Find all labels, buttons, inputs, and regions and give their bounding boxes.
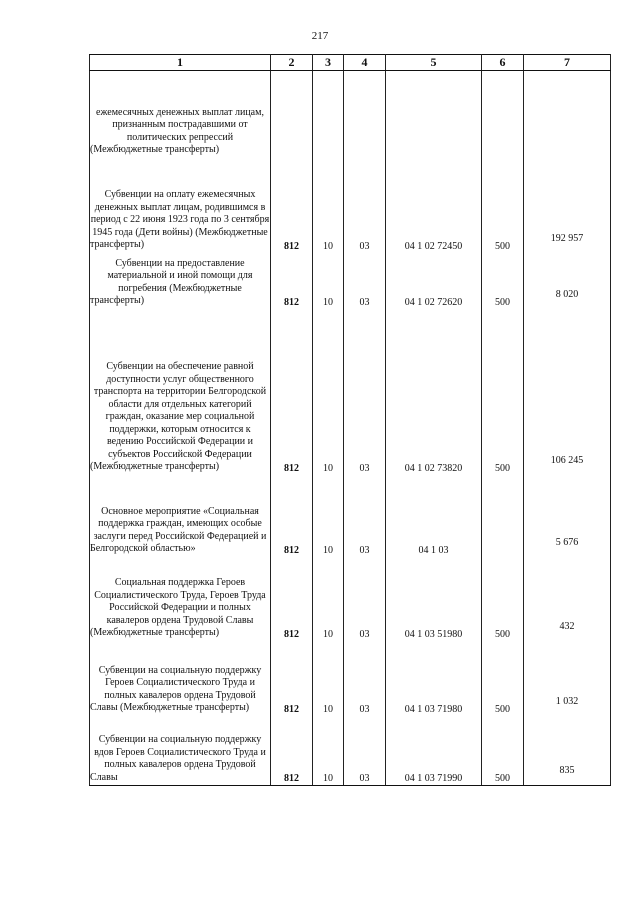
row-vr: 500 [482, 158, 524, 253]
row-razdel: 10 [313, 158, 344, 253]
table-row [90, 71, 611, 158]
column-header-3: 3 [313, 55, 344, 71]
row-sum: 5 676 [524, 475, 611, 557]
row-ved: 812 [271, 475, 313, 557]
column-header-1: 1 [90, 55, 271, 71]
row-vr: 500 [482, 641, 524, 716]
row-ved: 812 [271, 557, 313, 641]
row-name: Субвенции на социальную поддержку Героев Социалистического Труда и полных кавалеров ордена Трудовой Славы (Межбюджетные трансферты) [90, 641, 271, 716]
row-podrazdel: 03 [344, 716, 386, 786]
page-number: 217 [311, 30, 329, 42]
row-ved: 812 [271, 253, 313, 309]
row-razdel: 10 [313, 641, 344, 716]
table-row [90, 253, 611, 309]
row-ved: 812 [271, 716, 313, 786]
row-ved: 812 [271, 158, 313, 253]
row-podrazdel: 03 [344, 158, 386, 253]
row-csr: 04 1 03 [386, 475, 482, 557]
row-razdel: 10 [313, 475, 344, 557]
table-row [90, 557, 611, 641]
row-name: Субвенции на обеспечение равной доступности услуг общественного транспорта на территории Белгородской области для отдельных категорий граждан, оказание мер социальной поддержки, которым относится к ведению Российской Федерации и субъектов Российской Федерации (Межбюджетные трансферты) [90, 309, 271, 475]
row-ved: 812 [271, 309, 313, 475]
row-razdel: 10 [313, 309, 344, 475]
row-sum: 192 957 [524, 158, 611, 253]
table-row [90, 309, 611, 475]
row-csr: 04 1 02 73820 [386, 309, 482, 475]
row-csr: 04 1 02 72620 [386, 253, 482, 309]
row-sum: 835 [524, 716, 611, 786]
row-razdel: 10 [313, 716, 344, 786]
row-podrazdel: 03 [344, 475, 386, 557]
row-vr [482, 71, 524, 158]
row-name: Социальная поддержка Героев Социалистического Труда, Героев Труда Российской Федерации и полных кавалеров ордена Трудовой Славы (Межбюджетные трансферты) [90, 557, 271, 641]
row-name: Субвенции на социальную поддержку вдов Героев Социалистического Труда и полных кавалеров ордена Трудовой Славы [90, 716, 271, 786]
column-header-2: 2 [271, 55, 313, 71]
row-ved [271, 71, 313, 158]
row-csr: 04 1 03 71990 [386, 716, 482, 786]
header-row [90, 55, 611, 71]
column-header-5: 5 [386, 55, 482, 71]
row-sum [524, 71, 611, 158]
row-razdel [313, 71, 344, 158]
column-header-4: 4 [344, 55, 386, 71]
table-row [90, 158, 611, 253]
row-name: ежемесячных денежных выплат лицам, признанным пострадавшими от политических репрессий (Межбюджетные трансферты) [90, 71, 271, 158]
row-name: Основное мероприятие «Социальная поддержка граждан, имеющих особые заслуги перед Российской Федерацией и Белгородской областью» [90, 475, 271, 557]
budget-table [89, 54, 611, 786]
table-row [90, 716, 611, 786]
row-csr: 04 1 03 71980 [386, 641, 482, 716]
row-podrazdel: 03 [344, 309, 386, 475]
table-row [90, 641, 611, 716]
row-sum: 8 020 [524, 253, 611, 309]
row-razdel: 10 [313, 253, 344, 309]
row-podrazdel: 03 [344, 253, 386, 309]
row-podrazdel: 03 [344, 641, 386, 716]
row-vr: 500 [482, 716, 524, 786]
table-row [90, 475, 611, 557]
row-vr: 500 [482, 253, 524, 309]
column-header-7: 7 [524, 55, 611, 71]
row-csr [386, 71, 482, 158]
row-podrazdel: 03 [344, 557, 386, 641]
row-csr: 04 1 02 72450 [386, 158, 482, 253]
row-name: Субвенции на предоставление материальной и иной помощи для погребения (Межбюджетные трансферты) [90, 253, 271, 309]
row-ved: 812 [271, 641, 313, 716]
row-podrazdel [344, 71, 386, 158]
row-sum: 432 [524, 557, 611, 641]
row-vr [482, 475, 524, 557]
row-name: Субвенции на оплату ежемесячных денежных выплат лицам, родившимся в период с 22 июня 1923 года по 3 сентября 1945 года (Дети войны) (Межбюджетные трансферты) [90, 158, 271, 253]
row-razdel: 10 [313, 557, 344, 641]
column-header-6: 6 [482, 55, 524, 71]
row-sum: 1 032 [524, 641, 611, 716]
row-sum: 106 245 [524, 309, 611, 475]
row-vr: 500 [482, 309, 524, 475]
row-csr: 04 1 03 51980 [386, 557, 482, 641]
row-vr: 500 [482, 557, 524, 641]
